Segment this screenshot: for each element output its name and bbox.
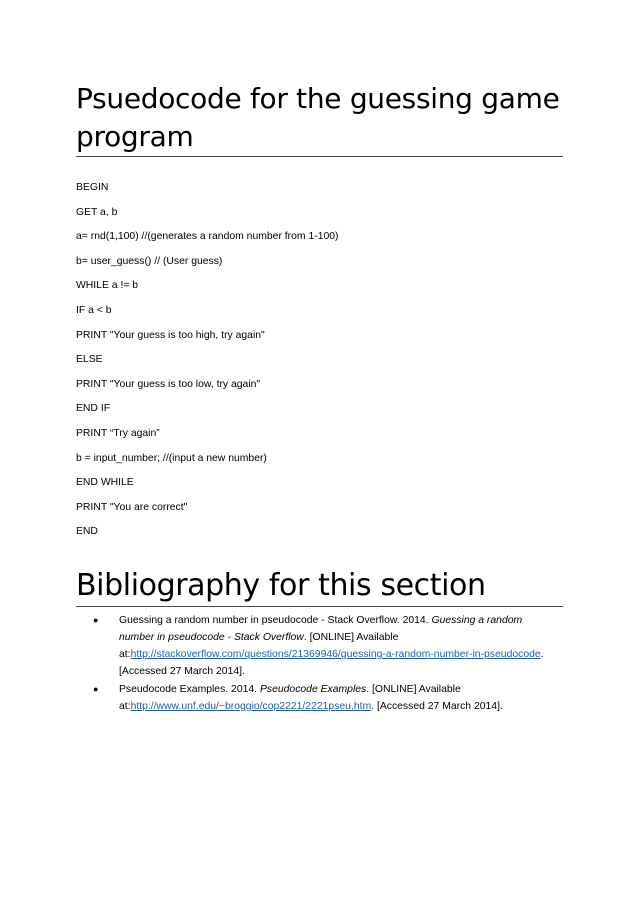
- code-line: GET a, b: [76, 206, 118, 218]
- code-line: b= user_guess() // (User guess): [76, 255, 223, 267]
- code-line: PRINT "You are correct": [76, 501, 188, 513]
- bib-link[interactable]: http://www.unf.edu/~broggio/cop2221/2221pseu.htm: [130, 701, 372, 712]
- code-line: END IF: [76, 403, 111, 415]
- bullet-icon: ●: [93, 615, 99, 625]
- code-line: PRINT "Your guess is too low, try again": [76, 378, 261, 390]
- page-title: Psuedocode for the guessing game program: [76, 80, 563, 157]
- bib-italic-title: Pseudocode Examples: [259, 684, 367, 695]
- pseudocode-block: [76, 181, 556, 550]
- bib-italic-title: Guessing a random number in pseudocode - Stack Overflow: [119, 615, 523, 643]
- bib-suffix: . [Accessed 27 March 2014].: [119, 649, 544, 677]
- code-line: BEGIN: [76, 182, 109, 193]
- bibliography-item: [76, 681, 556, 715]
- code-line: IF a < b: [76, 304, 112, 316]
- bib-prefix: Guessing a random number in pseudocode - Stack Overflow. 2014.: [119, 615, 432, 626]
- code-line: a= rnd(1,100) //(generates a random number from 1-100): [76, 231, 339, 243]
- code-line: WHILE a != b: [76, 280, 139, 292]
- code-line: ELSE: [76, 354, 103, 366]
- bib-prefix: Pseudocode Examples. 2014.: [119, 684, 260, 695]
- bib-mid: . [ONLINE] Available at:: [119, 684, 461, 712]
- bullet-icon: ●: [93, 684, 99, 694]
- bibliography-title: Bibliography for this section: [76, 566, 563, 607]
- bib-mid: . [ONLINE] Available at:: [119, 632, 399, 660]
- code-line: PRINT “Try again”: [76, 427, 160, 439]
- bibliography-item: [76, 612, 556, 680]
- code-line: PRINT "Your guess is too high, try again": [76, 329, 265, 341]
- code-line: b = input_number; //(input a new number): [76, 452, 267, 464]
- bib-suffix: . [Accessed 27 March 2014].: [371, 701, 503, 712]
- code-line: END: [76, 526, 98, 538]
- bib-link[interactable]: http://stackoverflow.com/questions/21369946/guessing-a-random-number-in-pseudocode: [130, 649, 541, 660]
- bibliography-list: [76, 612, 556, 716]
- code-line: END WHILE: [76, 477, 134, 489]
